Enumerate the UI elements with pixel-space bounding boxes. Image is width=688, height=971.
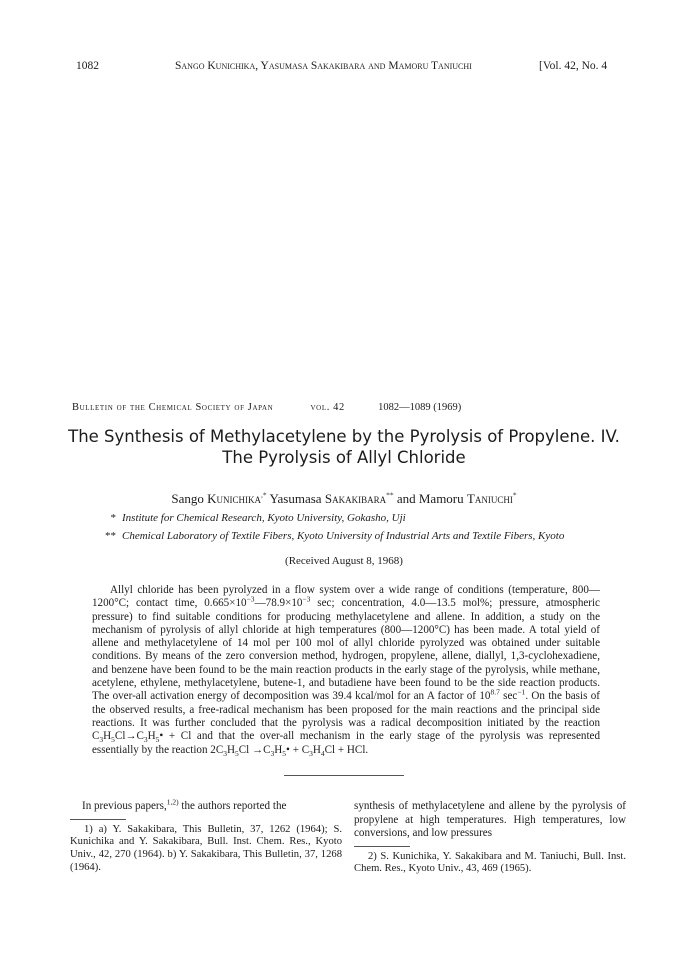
formula-text: H [147,730,156,743]
affiliation-1-mark: * [110,512,116,524]
abstract-text: sec [499,690,518,703]
author-and: and [396,491,416,506]
formula-subscript: 3 [223,748,227,758]
page-number: 1082 [76,60,99,72]
section-divider [284,775,404,776]
body-column-right [354,800,626,876]
title-line-1: The Synthesis of Methylacetylene by the Pyrolysis of Propylene. IV. [68,427,620,446]
title-line-2: The Pyrolysis of Allyl Chloride [222,448,466,467]
volume-info: [Vol. 42, No. 4 [539,60,608,72]
affiliation-2-text: Chemical Laboratory of Textile Fibers, Kyoto University of Industrial Arts and Textile Fibers, Kyoto [122,530,565,542]
author-1-mark: ,* [261,490,267,500]
affiliation-1-text: Institute for Chemical Research, Kyoto University, Gokasho, Uji [122,512,406,524]
formula-text: • + C [286,743,310,756]
journal-name: Bulletin of the Chemical Society of Japan [72,402,274,413]
formula-subscript: 3 [143,735,148,745]
formula-subscript: 5 [282,748,287,758]
journal-volume: vol. 42 [310,402,345,413]
body-text: the authors reported the [178,800,287,812]
journal-line [72,402,461,413]
formula-text: H [227,743,236,756]
formula-text: Cl →C [238,743,271,756]
abstract-text: . On the basis of the observed results, a free-radical mechanism has been proposed for the main reactions and the principal side reactions. It was further concluded that the pyrolysis was a radical decomposition initiated by the reaction C [92,690,600,743]
formula-text: H [312,743,321,756]
abstract-exponent: 8.7 [490,687,500,697]
footnote-2: 2) S. Kunichika, Y. Sakakibara and M. Taniuchi, Bull. Inst. Chem. Res., Kyoto Univ., 43, 469 (1965). [354,850,626,875]
author-2-family: Sakakibara [324,491,387,506]
abstract-exponent: −3 [302,594,311,604]
formula-text: Cl→C [114,730,144,743]
formula-subscript: 3 [99,735,104,745]
running-title: Sango Kunichika, Yasumasa Sakakibara and Mamoru Taniuchi [175,60,472,72]
author-1-family: Kunichika [207,491,262,506]
formula-text: H [103,730,112,743]
received-date: (Received August 8, 1968) [285,555,403,567]
footnote-1: 1) a) Y. Sakakibara, This Bulletin, 37, 1262 (1964); S. Kunichika and Y. Sakakibara, Bull. Inst. Chem. Res., Kyoto Univ., 42, 270 (1964). b) Y. Sakakibara, This Bulletin, 37, 1268 (1964). [70,823,342,873]
formula-subscript: 4 [320,748,325,758]
author-list [40,491,648,507]
abstract-text: sec; concentration, 4.0—13.5 mol%; pressure, atmospheric pressure) to find suitable conditions for producing methylacetylene and allene. In addition, a study on the mechanism of pyrolysis of allyl chloride at high temperatures (800—1200°C) has been made. A total yield of allene and methylacetylene of 14 mol per 100 mol of allyl chloride pyrolyzed was obtained under suitable conditions. By means of the zero conversion method, hydrogen, propylene, allene, diallyl, 1,3-cyclohexadiene, and benzene have been found to be the main reaction products in the early stage of the pyrolysis, while methane, acetylene, ethylene, methylacetylene, butene-1, and butadiene have been found to be the side reaction products. The over-all activation energy of decomposition was 39.4 kcal/mol for an A factor of 10 [92,597,600,703]
abstract-exponent: −3 [246,594,255,604]
abstract-exponent: −1 [517,687,526,697]
author-2-mark: ** [386,490,394,500]
body-paragraph: synthesis of methylacetylene and allene by the pyrolysis of propylene at high temperatures. High temperatures, low conversions, and low pressures [354,800,626,839]
author-3-family: Taniuchi [466,491,513,506]
body-text: In previous papers, [82,800,167,812]
author-1-given: Sango [171,491,204,506]
formula-text: • + Cl and that the over-all mechanism in the early stage of the pyrolysis was represented essentially by the reaction 2C [92,730,600,756]
affiliation-2-mark: ** [105,530,116,542]
journal-pages-year: 1082—1089 (1969) [378,402,462,413]
abstract-text: —78.9×10 [254,597,303,610]
body-column-left [70,797,342,875]
abstract-text: Allyl chloride has been pyrolyzed in a flow system over a wide range of conditions (temperature, 800—1200°C; contact time, 0.665×10 [92,584,600,610]
formula-subscript: 3 [270,748,275,758]
formula-subscript: 5 [155,735,160,745]
author-2-given: Yasumasa [269,491,322,506]
abstract [92,584,600,757]
citation-ref: 1,2) [166,797,179,807]
formula-subscript: 5 [111,735,115,745]
formula-text: Cl + HCl. [324,743,369,756]
abstract-paragraph [92,584,600,757]
formula-subscript: 5 [235,748,239,758]
footnote-rule [70,819,126,820]
affiliation-1 [86,512,406,524]
formula-text: H [274,743,283,756]
affiliation-2 [86,530,564,542]
body-paragraph [70,797,342,814]
author-3-mark: * [512,490,517,500]
formula-subscript: 3 [309,748,313,758]
footnote-rule [354,846,410,847]
paper-title [40,426,648,468]
author-3-given: Mamoru [418,491,464,506]
